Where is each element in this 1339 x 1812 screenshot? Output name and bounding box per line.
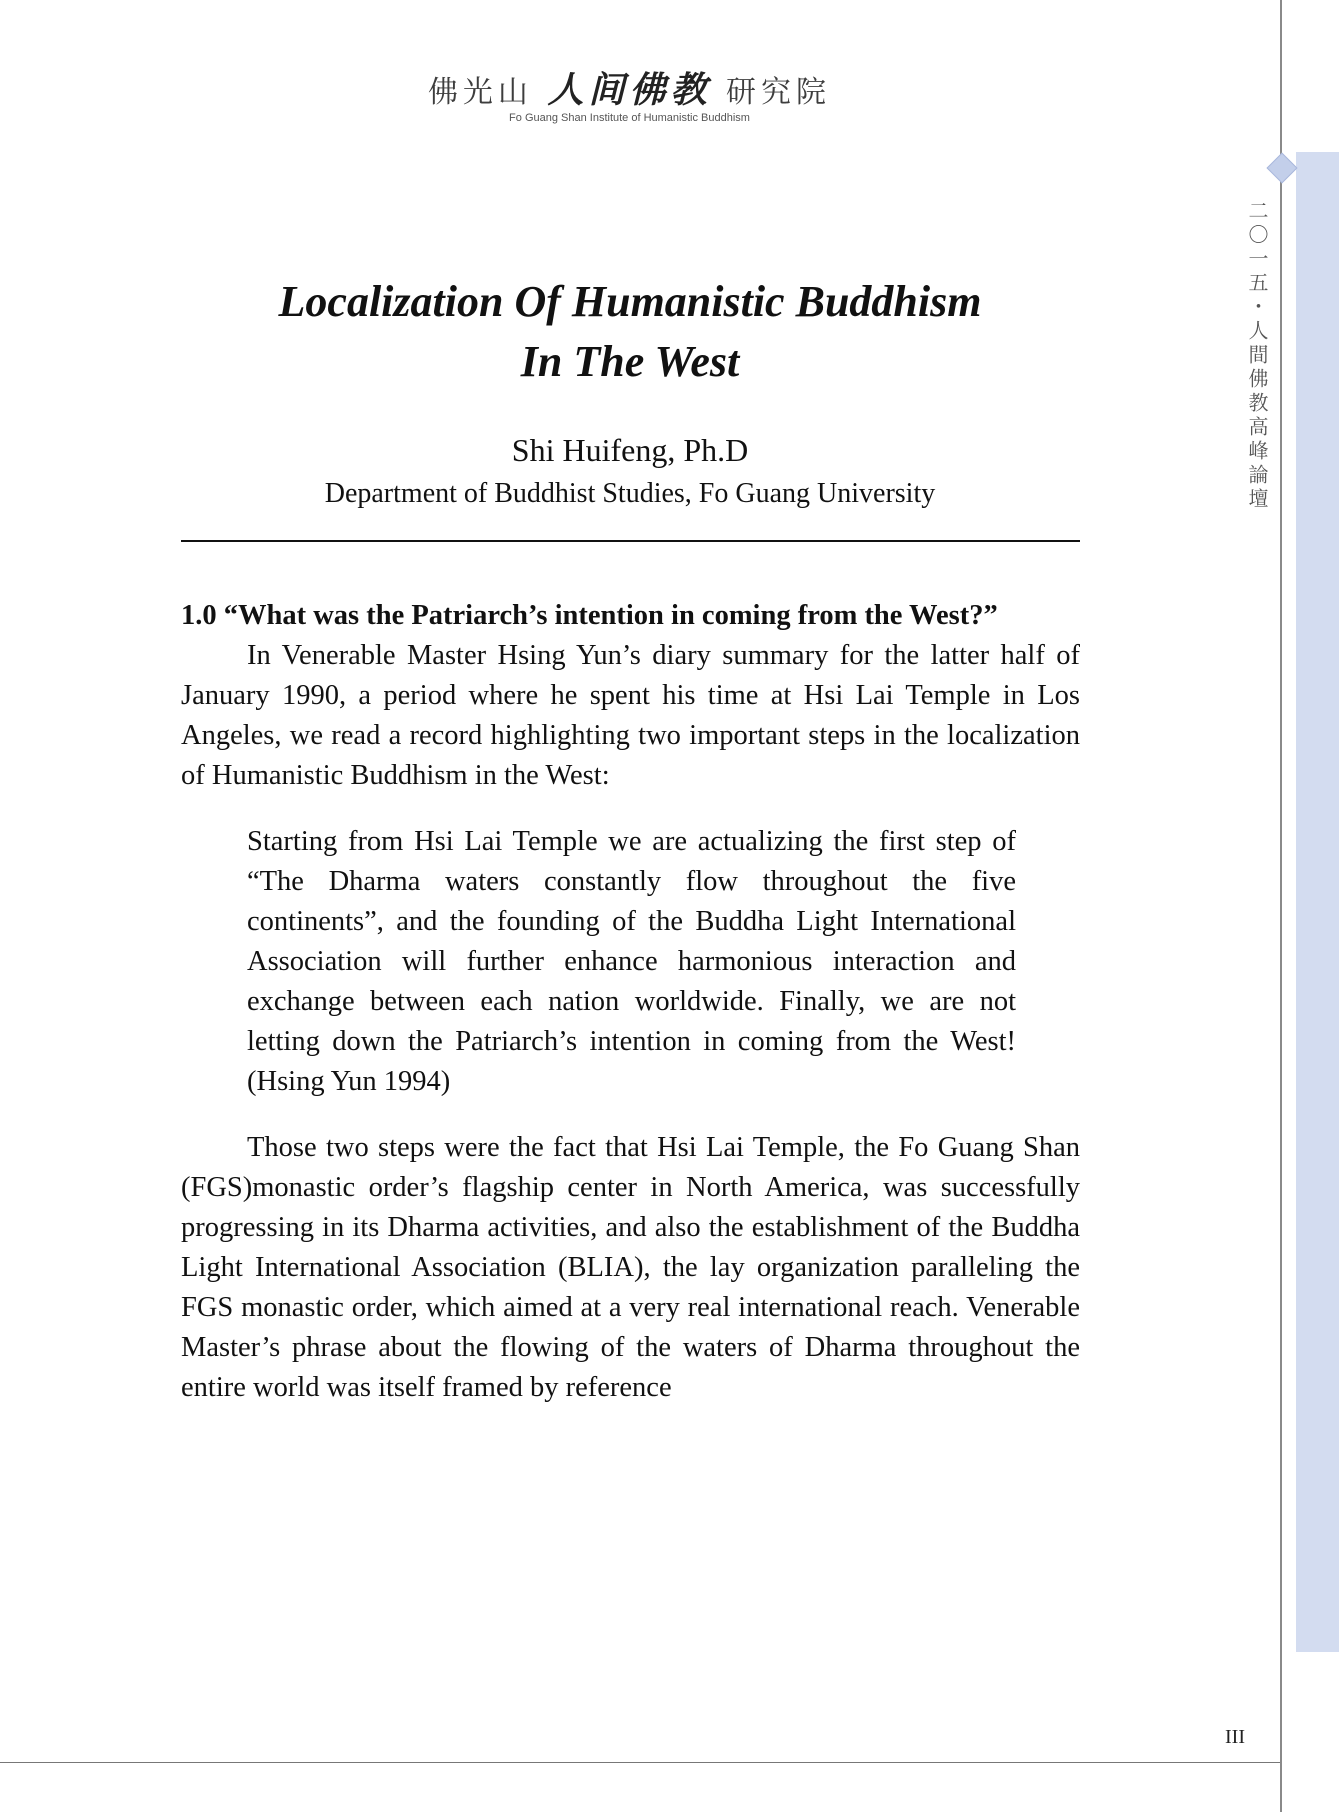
section-heading: 1.0 “What was the Patriarch’s intention in coming from the West?” xyxy=(181,600,998,631)
block-quote: Starting from Hsi Lai Temple we are actualizing the first step of “The Dharma waters constantly flow throughout the five continents”, and the founding of the Buddha Light International Association will further enhance harmonious interaction and exchange between each nation worldwide. Finally, we are not letting down the Patriarch’s intention in coming from the West! (Hsing Yun 1994) xyxy=(247,826,1016,1097)
footer-rule xyxy=(0,1762,1280,1763)
header-org-english: Fo Guang Shan Institute of Humanistic Buddhism xyxy=(509,112,750,124)
header-org-left: 佛光山 xyxy=(427,75,533,110)
title-line-1: Localization Of Humanistic Buddhism xyxy=(278,277,982,326)
title-divider xyxy=(181,540,1080,542)
title-line-2: In The West xyxy=(520,337,740,386)
header-org-right: 研究院 xyxy=(726,75,832,110)
author-affiliation: Department of Buddhist Studies, Fo Guang University xyxy=(324,478,936,509)
author-name: Shi Huifeng, Ph.D xyxy=(511,432,749,468)
side-running-title: 二〇一五・人間佛教高峰論壇 xyxy=(1245,200,1269,512)
paragraph-2: Those two steps were the fact that Hsi Lai Temple, the Fo Guang Shan (FGS)monastic order’s flagship center in North America, was successfully progressing in its Dharma activities, and also the establishment of the Buddha Light International Association (BLIA), the lay organization paralleling the FGS monastic order, which aimed at a very real international reach. Venerable Master’s phrase about the flowing of the waters of Dharma throughout the entire world was itself framed by reference xyxy=(181,1132,1080,1403)
margin-rule xyxy=(1280,0,1282,1812)
article-title xyxy=(180,272,1080,392)
side-color-band xyxy=(1296,152,1339,1652)
article-body xyxy=(181,596,1080,1408)
header-org-brand: 人间佛教 xyxy=(547,70,712,111)
diamond-marker-icon xyxy=(1266,152,1297,183)
paragraph-1: In Venerable Master Hsing Yun’s diary summary for the latter half of January 1990, a period where he spent his time at Hsi Lai Temple in Los Angeles, we read a record highlighting two important steps in the localization of Humanistic Buddhism in the West: xyxy=(181,640,1080,791)
page-number: III xyxy=(1225,1726,1245,1748)
header-logo xyxy=(0,62,1259,113)
